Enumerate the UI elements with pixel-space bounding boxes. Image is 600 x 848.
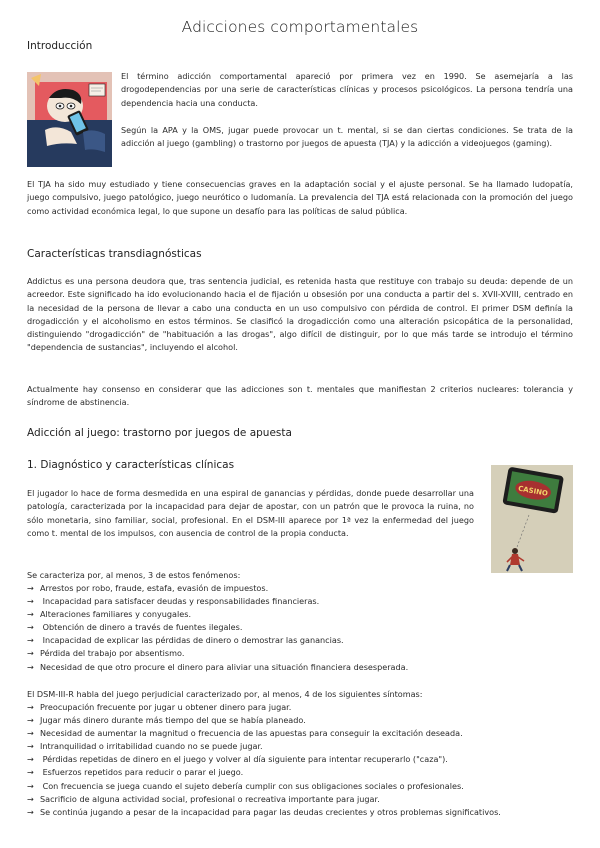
list-fenomenos [27,582,572,674]
arrow-icon: → [27,767,34,778]
list-item: → Jugar más dinero durante más tiempo del que se había planeado. [27,714,572,727]
illustration-phone-in-bed [27,72,112,167]
arrow-icon: → [27,648,34,659]
transdiag-paragraph-1: Addictus es una persona deudora que, tras sentencia judicial, es retenida hasta que restituye con trabajo su deuda: depende de un acreedor. Este significado ha ido evolucionando hacia el de fijación u obsesión por una conducta a partir del s. XVII-XVIII, centrado en la necesidad de la persona de llevar a cabo una conducta en un uso compulsivo con pérdida de control. El primer DSM definía la drogadicción y el alcoholismo en estos términos. Se clasificó la drogadicción como una alteración psicopática de la personalidad, distinguiendo "drogadicción" de "habituación a las drogas", algo difícil de distinguir, por lo que más tarde se introdujo el término "dependencia de sustancias", incluyendo el alcohol. [27,276,573,353]
list2-intro: El DSM-III-R habla del juego perjudicial caracterizado por, al menos, 4 de los siguientes síntomas: [27,689,423,699]
list-item: → Arrestos por robo, fraude, estafa, evasión de impuestos. [27,582,572,595]
arrow-icon: → [27,661,34,672]
arrow-icon: → [27,793,34,804]
transdiag-paragraph-2: Actualmente hay consenso en considerar que las adicciones son t. mentales que manifiestan 2 criterios nucleares: tolerancia y síndrome de abstinencia. [27,384,573,408]
arrow-icon: → [27,702,34,712]
illustration-tablet-casino [491,465,573,573]
heading-transdiagnosticas: Características transdiagnósticas [27,248,202,260]
list-item: → Necesidad de que otro procure el dinero para aliviar una situación financiera desesperada. [27,661,572,674]
intro-paragraph-3: El TJA ha sido muy estudiado y tiene consecuencias graves en la adaptación social y el ajuste personal. Se ha llamado ludopatía, juego compulsivo, juego patológico, juego neurótico o ludomanía. La prevalencia del TJA está relacionada con la promoción del juego como actividad económica legal, lo que supone un desafío para las políticas de salud pública. [27,179,573,216]
list-item: → Alteraciones familiares y conyugales. [27,608,572,621]
arrow-icon: → [27,635,34,646]
subheading-diagnostico: 1. Diagnóstico y características clínicas [27,459,235,471]
casino-tablet-illustration [491,465,573,573]
arrow-icon: → [27,609,34,620]
juego-paragraph-1: El jugador lo hace de forma desmedida en una espiral de ganancias y pérdidas, donde puede desarrollar una patología, caracterizada por la incapacidad para dejar de apostar, con un patrón que le provoca la ruina, no sólo monetaria, sino familiar, social, profesional. En el DSM-III aparece por 1ª vez la enfermedad del juego como t. mental de los impulsos, con ausencia de control de la propia conducta. [27,488,474,538]
arrow-icon: → [27,806,34,817]
arrow-icon: → [27,728,34,739]
arrow-icon: → [27,622,34,633]
list-item: → Incapacidad para satisfacer deudas y responsabilidades financieras. [27,595,572,608]
heading-adiccion-juego: Adicción al juego: trastorno por juegos de apuesta [27,427,292,439]
list-item: → Sacrificio de alguna actividad social, profesional o recreativa importante para jugar. [27,793,572,806]
list1-intro: Se caracteriza por, al menos, 3 de estos fenómenos: [27,570,241,580]
casino-label: CASINO [517,484,549,498]
arrow-icon: → [27,780,34,791]
intro-paragraph-1: El término adicción comportamental apareció por primera vez en 1990. Se asemejaría a las drogodependencias por una serie de características clínicas y procesos psicológicos. La persona tendría una dependencia hacia una conducta. [121,71,573,108]
page-title: Adicciones comportamentales [181,18,419,36]
arrow-icon: → [27,583,34,593]
list-item: → Se continúa jugando a pesar de la incapacidad para pagar las deudas crecientes y otros problemas significativos. [27,806,572,819]
list-item: → Esfuerzos repetidos para reducir o parar el juego. [27,766,572,779]
heading-introduccion: Introducción [27,40,93,52]
phone-addiction-illustration [27,72,112,167]
list-item: → Pérdidas repetidas de dinero en el juego y volver al día siguiente para intentar recuperarlo ("caza"). [27,753,572,766]
list-item: → Con frecuencia se juega cuando el sujeto debería cumplir con sus obligaciones sociales o profesionales. [27,780,572,793]
list-item: → Obtención de dinero a través de fuentes ilegales. [27,621,572,634]
intro-paragraph-2: Según la APA y la OMS, jugar puede provocar un t. mental, si se dan ciertas condiciones. Se trata de la adicción al juego (gambling) o trastorno por juegos de apuesta (TJA) y la adicción a videojuegos (gaming). [121,125,573,149]
list-item: → Necesidad de aumentar la magnitud o frecuencia de las apuestas para conseguir la excitación deseada. [27,727,572,740]
arrow-icon: → [27,741,34,752]
arrow-icon: → [27,754,34,765]
list-item: → Intranquilidad o irritabilidad cuando no se puede jugar. [27,740,572,753]
list-item: → Pérdida del trabajo por absentismo. [27,647,572,660]
arrow-icon: → [27,715,34,726]
list-sintomas [27,701,572,819]
arrow-icon: → [27,596,34,607]
list-item: → Incapacidad de explicar las pérdidas de dinero o demostrar las ganancias. [27,634,572,647]
list-item: → Preocupación frecuente por jugar u obtener dinero para jugar. [27,701,572,714]
